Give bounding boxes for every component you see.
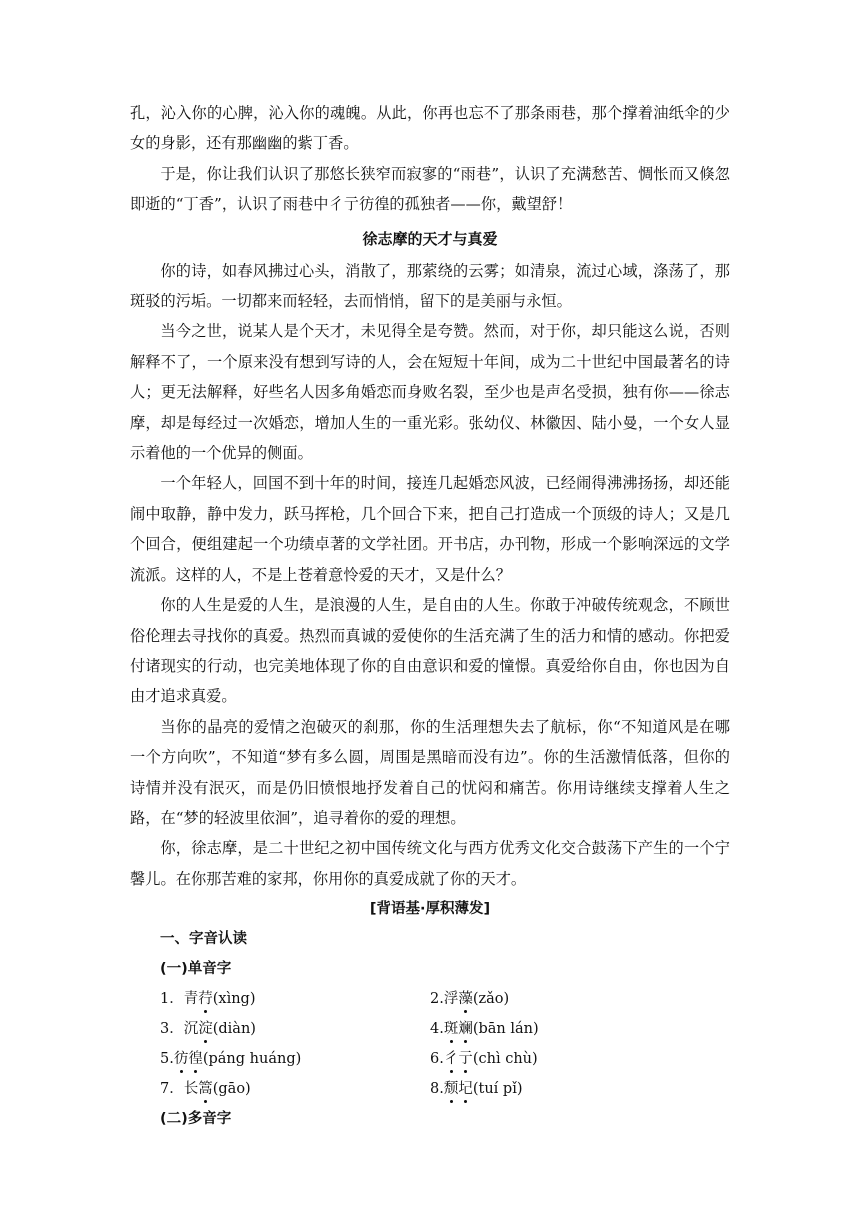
essay-paragraph-2: 当今之世，说某人是个天才，未见得全是夸赞。然而，对于你，却只能这么说，否则解释不了，一个原来没有想到写诗的人，会在短短十年间，成为二十世纪中国最著名的诗人；更无法解释，好些名人因多角婚恋而身败名裂，至少也是声名受损，独有你——徐志摩，却是每经过一次婚恋，增加人生的一重光彩。张幼仪、林徽因、陆小曼，一个女人显示着他的一个优异的侧面。 (130, 322, 730, 463)
vocab-row (160, 984, 730, 1014)
dotted-char: 彳亍 (444, 1051, 473, 1067)
multi-sound-subheading: (二)多音字 (160, 1111, 232, 1128)
intro-paragraph-2: 于是，你让我们认识了那悠长狭窄而寂寥的“雨巷”，认识了充满愁苦、惆怅而又倏忽即逝的“丁香”，认识了雨巷中彳亍彷徨的孤独者——你，戴望舒！ (130, 164, 730, 214)
essay-paragraph-4: 你的人生是爱的人生，是浪漫的人生，是自由的人生。你敢于冲破传统观念，不顾世俗伦理去寻找你的真爱。热烈而真诚的爱使你的生活充满了生的活力和情的感动。你把爱付诸现实的行动，也完美地体现了你的自由意识和爱的憧憬。真爱给你自由，你也因为自由才追求真爱。 (130, 596, 730, 706)
dotted-char: 篙 (198, 1074, 213, 1104)
vocab-row (160, 1014, 730, 1044)
essay-paragraph-5: 当你的晶亮的爱情之泡破灭的刹那，你的生活理想失去了航标，你“不知道风是在哪一个方向吹”，不知道“梦有多么圆，周围是黑暗而没有边”。你的生活激情低落，但你的诗情并没有泯灭，而是仍旧愤恨地抒发着自己的忧闷和痛苦。你用诗继续支撑着人生之路，在“梦的轻波里依洄”，追寻着你的爱的理想。 (130, 717, 730, 827)
vocab-list (130, 984, 730, 1104)
essay-title: 徐志摩的天才与真爱 (362, 229, 498, 248)
dotted-char: 淀 (198, 1014, 213, 1044)
dotted-char: 斑斓 (444, 1021, 473, 1037)
vocab-heading: 一、字音认读 (160, 931, 247, 948)
essay-paragraph-1: 你的诗，如春风拂过心头，消散了，那萦绕的云雾；如清泉，流过心域，涤荡了，那斑驳的污垢。一切都来而轻轻，去而悄悄，留下的是美丽与永恒。 (130, 261, 730, 311)
document-page (130, 98, 730, 1134)
vocab-item: 8.颓圮(tuí pǐ) (430, 1074, 700, 1104)
vocab-item: 3．沉淀(diàn) (160, 1014, 430, 1044)
vocab-item: 5.彷徨(páng huáng) (160, 1044, 430, 1074)
vocab-item: 7．长篙(gāo) (160, 1074, 430, 1104)
section-banner: [背语基·厚积薄发] (369, 901, 491, 918)
dotted-char: 藻 (458, 984, 473, 1014)
essay-paragraph-3: 一个年轻人，回国不到十年的时间，接连几起婚恋风波，已经闹得沸沸扬扬，却还能闹中取静，静中发力，跃马挥枪，几个回合下来，把自己打造成一个顶级的诗人；又是几个回合，便组建起一个功绩卓著的文学社团。开书店，办刊物，形成一个影响深远的文学流派。这样的人，不是上苍着意怜爱的天才，又是什么？ (130, 474, 730, 584)
dotted-char: 荇 (198, 984, 213, 1014)
dotted-char: 彷徨 (174, 1051, 203, 1067)
essay-paragraph-6: 你，徐志摩，是二十世纪之初中国传统文化与西方优秀文化交合鼓荡下产生的一个宁馨儿。在你那苦难的家邦，你用你的真爱成就了你的天才。 (130, 839, 730, 888)
dotted-char: 颓圮 (444, 1081, 473, 1097)
vocab-row (160, 1044, 730, 1074)
vocab-item: 2.浮藻(zǎo) (430, 984, 700, 1014)
vocab-item: 4.斑斓(bān lán) (430, 1014, 700, 1044)
intro-paragraph-1: 孔，沁入你的心脾，沁入你的魂魄。从此，你再也忘不了那条雨巷，那个撑着油纸伞的少女的身影，还有那幽幽的紫丁香。 (130, 104, 730, 153)
single-sound-subheading: (一)单音字 (160, 961, 232, 978)
vocab-row (160, 1074, 730, 1104)
vocab-item: 1．青荇(xìng) (160, 984, 430, 1014)
vocab-item: 6.彳亍(chì chù) (430, 1044, 700, 1074)
